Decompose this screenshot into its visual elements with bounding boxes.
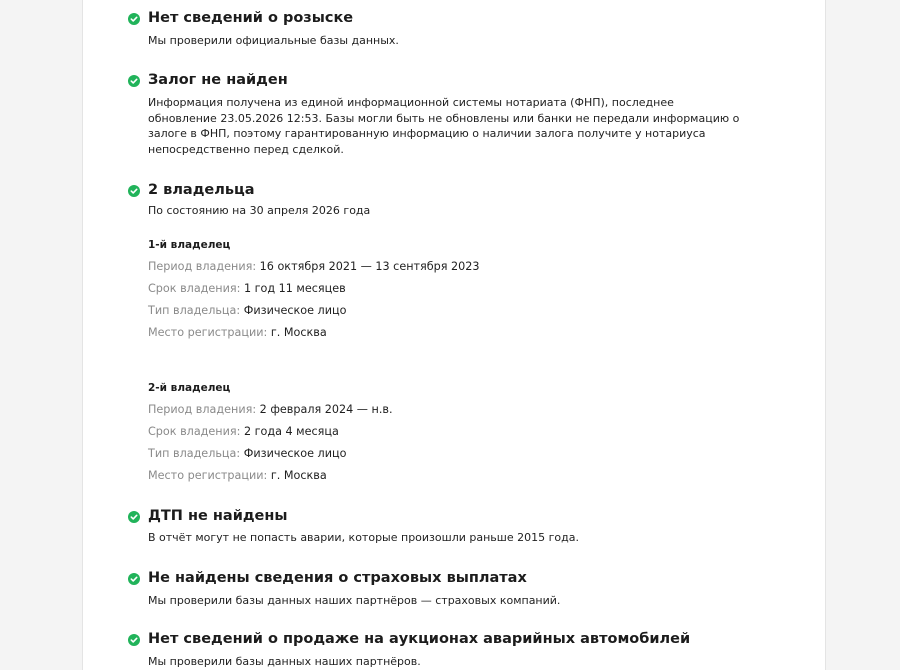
pledge-section	[128, 71, 805, 156]
field-value: 16 октября 2021 — 13 сентября 2023	[259, 260, 480, 273]
check-circle-icon	[128, 13, 140, 25]
check-circle-icon	[128, 75, 140, 87]
section-description-line: обновление 23.05.2026 12:53. Базы могли быть не обновлены или банки не передали информацию о	[148, 111, 740, 125]
owner-place-row	[148, 469, 327, 482]
auctions-section	[128, 630, 805, 668]
owner-duration-row	[148, 425, 339, 438]
insurance-section	[128, 569, 805, 607]
field-value: г. Москва	[270, 469, 327, 482]
field-value: 1 год 11 месяцев	[243, 282, 346, 295]
field-label: Период владения:	[148, 403, 260, 416]
section-description: В отчёт могут не попасть аварии, которые произошли раньше 2015 года.	[148, 531, 579, 544]
owner-type-row	[148, 447, 346, 460]
check-circle-icon	[128, 185, 140, 197]
owner-heading: 1-й владелец	[148, 239, 231, 251]
accidents-section	[128, 507, 805, 544]
section-title: Нет сведений о продаже на аукционах аварийных автомобилей	[148, 631, 691, 647]
field-label: Тип владельца:	[148, 447, 244, 460]
section-description-line: Информация получена из единой информационной системы нотариата (ФНП), последнее	[148, 96, 674, 109]
section-description-line: залоге в ФНП, поэтому гарантированную информацию о наличии залога получите у нотариуса	[148, 127, 706, 140]
owner-period-row	[148, 260, 480, 273]
field-label: Период владения:	[148, 260, 260, 273]
field-value: Физическое лицо	[243, 304, 347, 317]
section-title: 2 владельца	[148, 182, 255, 198]
owners-section	[128, 181, 805, 482]
report-card	[82, 0, 826, 670]
field-label: Место регистрации:	[148, 469, 271, 482]
owner-heading: 2-й владелец	[148, 382, 231, 394]
field-label: Тип владельца:	[148, 304, 244, 317]
check-circle-icon	[128, 573, 140, 585]
section-description: Мы проверили базы данных наших партнёров.	[148, 655, 421, 668]
section-subtitle: По состоянию на 30 апреля 2026 года	[148, 204, 371, 217]
field-value: Физическое лицо	[243, 447, 347, 460]
section-title: Не найдены сведения о страховых выплатах	[148, 570, 527, 586]
field-label: Место регистрации:	[148, 326, 271, 339]
field-value: 2 года 4 месяца	[243, 425, 339, 438]
wanted-section	[128, 9, 805, 47]
field-label: Срок владения:	[148, 282, 244, 295]
field-value: г. Москва	[270, 326, 327, 339]
field-value: 2 февраля 2024 — н.в.	[259, 403, 393, 416]
owner-duration-row	[148, 282, 346, 295]
field-label: Срок владения:	[148, 425, 244, 438]
section-title: ДТП не найдены	[148, 508, 288, 524]
section-title: Залог не найден	[148, 72, 288, 88]
check-circle-icon	[128, 511, 140, 523]
owner-place-row	[148, 326, 327, 339]
section-description: Мы проверили базы данных наших партнёров — страховых компаний.	[148, 594, 561, 607]
section-description: Мы проверили официальные базы данных.	[148, 34, 399, 47]
check-circle-icon	[128, 634, 140, 646]
owner-period-row	[148, 403, 393, 416]
owner-type-row	[148, 304, 346, 317]
section-title: Нет сведений о розыске	[148, 10, 354, 26]
section-description-line: непосредственно перед сделкой.	[148, 142, 344, 156]
